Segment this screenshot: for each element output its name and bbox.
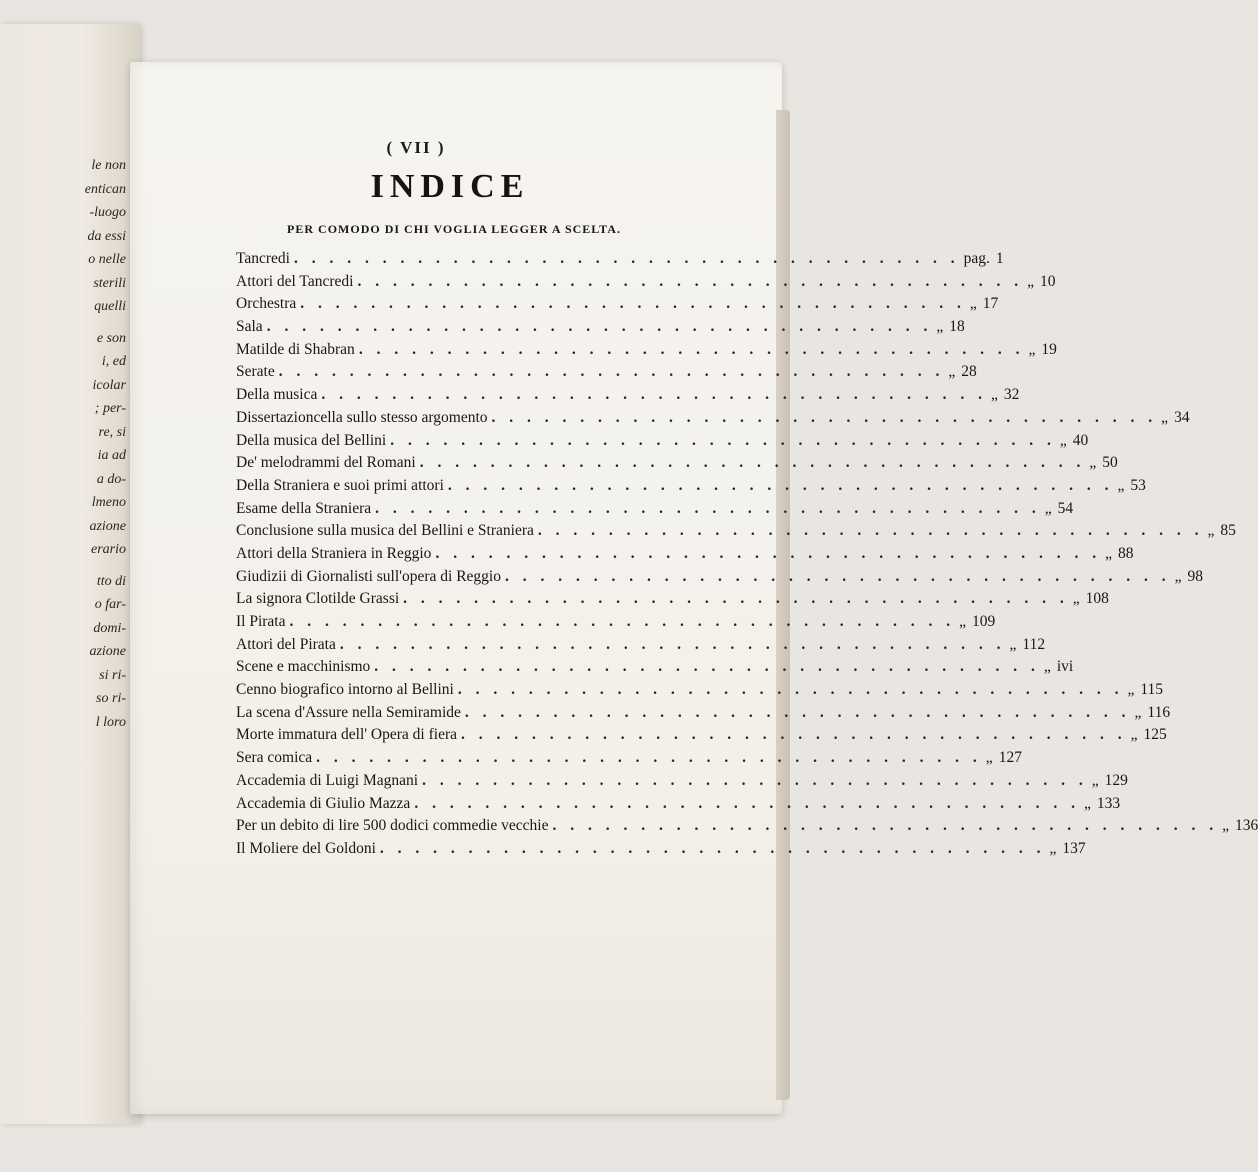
toc-leader-dots: . . . . . . . . . . . . . . . . . . . . . . . . . . . . . . . . . . . . . . bbox=[375, 499, 1041, 517]
toc-entry-page: 40 bbox=[1072, 431, 1089, 449]
toc-entry-marker: „ bbox=[1089, 454, 1097, 472]
toc-entry-title: Dissertazioncella sullo stesso argomento bbox=[236, 408, 488, 426]
toc-leader-dots: . . . . . . . . . . . . . . . . . . . . . . . . . . . . . . . . . . . . . . bbox=[266, 318, 933, 336]
left-page-line: e son bbox=[96, 330, 126, 346]
toc-entry-page: 108 bbox=[1085, 590, 1109, 608]
toc-leader-dots: . . . . . . . . . . . . . . . . . . . . . . . . . . . . . . . . . . . . . . bbox=[357, 272, 1024, 290]
toc-entry bbox=[236, 747, 1022, 770]
toc-leader-dots: . . . . . . . . . . . . . . . . . . . . . . . . . . . . . . . . . . . . . . bbox=[414, 794, 1080, 812]
toc-entry-page: 54 bbox=[1057, 499, 1074, 517]
toc-leader-dots: . . . . . . . . . . . . . . . . . . . . . . . . . . . . . . . . . . . . . . bbox=[300, 295, 966, 313]
toc-entry bbox=[236, 293, 999, 316]
toc-entry-marker: „ bbox=[969, 295, 977, 313]
toc-entry-marker: „ bbox=[1072, 590, 1080, 608]
table-of-contents bbox=[236, 248, 1258, 861]
toc-entry bbox=[236, 475, 1146, 498]
toc-entry-page: 10 bbox=[1039, 272, 1056, 290]
toc-leader-dots: . . . . . . . . . . . . . . . . . . . . . . . . . . . . . . . . . . . . . . bbox=[537, 522, 1204, 540]
toc-entry-marker: „ bbox=[1043, 658, 1051, 676]
toc-entry-page: 127 bbox=[998, 749, 1022, 767]
toc-entry-title: Morte immatura dell' Opera di fiera bbox=[236, 726, 457, 744]
toc-leader-dots: . . . . . . . . . . . . . . . . . . . . . . . . . . . . . . . . . . . . . . bbox=[491, 408, 1158, 426]
toc-entry-marker: „ bbox=[1009, 635, 1017, 653]
left-page-line: sterili bbox=[93, 275, 126, 291]
toc-entry-marker: „ bbox=[1222, 817, 1230, 835]
toc-entry-page: ivi bbox=[1056, 658, 1074, 676]
toc-leader-dots: . . . . . . . . . . . . . . . . . . . . . . . . . . . . . . . . . . . . . . bbox=[289, 613, 956, 630]
page-number: ( VII ) bbox=[386, 138, 446, 157]
toc-entry-title: Attori del Tancredi bbox=[236, 272, 354, 290]
toc-entry-marker: „ bbox=[985, 749, 993, 767]
toc-entry-title: Il Moliere del Goldoni bbox=[236, 839, 376, 857]
toc-entry-title: De' melodrammi del Romani bbox=[236, 454, 416, 472]
toc-leader-dots: . . . . . . . . . . . . . . . . . . . . . . . . . . . . . . . . . . . . . . bbox=[403, 590, 1069, 608]
toc-leader-dots: . . . . . . . . . . . . . . . . . . . . . . . . . . . . . . . . . . . . . . bbox=[457, 681, 1124, 699]
toc-entry-marker: „ bbox=[1027, 272, 1034, 290]
toc-entry-title: Attori del Pirata bbox=[236, 635, 336, 653]
left-page-line: l loro bbox=[95, 714, 126, 730]
toc-entry-page: 136 bbox=[1235, 817, 1258, 835]
toc-entry-marker: „ bbox=[1028, 340, 1036, 358]
toc-entry-title: Sala bbox=[236, 318, 263, 336]
toc-entry-marker: „ bbox=[1044, 499, 1052, 517]
left-page-line: so ri- bbox=[96, 691, 126, 706]
left-page-line: tto di bbox=[96, 573, 126, 589]
toc-leader-dots: . . . . . . . . . . . . . . . . . . . . . . . . . . . . . . . . . . . . . . bbox=[379, 839, 1046, 857]
toc-leader-dots: . . . . . . . . . . . . . . . . . . . . . . . . . . . . . . . . . . . . . . bbox=[447, 476, 1114, 494]
toc-entry-title: Scene e macchinismo bbox=[236, 658, 371, 676]
toc-entry-page: 28 bbox=[961, 363, 977, 381]
toc-leader-dots: . . . . . . . . . . . . . . . . . . . . . . . . . . . . . . . . . . . . . . bbox=[374, 658, 1040, 676]
toc-entry bbox=[236, 452, 1118, 475]
page-subtitle: PER COMODO DI CHI VOGLIA LEGGER A SCELTA. bbox=[287, 222, 621, 236]
toc-entry bbox=[236, 702, 1171, 725]
toc-leader-dots: . . . . . . . . . . . . . . . . . . . . . . . . . . . . . . . . . . . . . . bbox=[419, 454, 1086, 472]
toc-entry bbox=[236, 611, 996, 634]
toc-entry-page: 133 bbox=[1096, 794, 1121, 812]
left-page-line: -luogo bbox=[89, 205, 126, 220]
toc-entry-marker: „ bbox=[1161, 408, 1169, 426]
toc-entry-marker: pag. bbox=[963, 250, 990, 267]
toc-entry bbox=[236, 361, 977, 384]
toc-entry-page: 116 bbox=[1147, 703, 1171, 721]
toc-leader-dots: . . . . . . . . . . . . . . . . . . . . . . . . . . . . . . . . . . . . . . bbox=[358, 340, 1025, 358]
left-page-line: icolar bbox=[92, 377, 126, 393]
toc-entry-page: 18 bbox=[949, 318, 965, 336]
left-page-text bbox=[6, 154, 126, 734]
toc-leader-dots: . . . . . . . . . . . . . . . . . . . . . . . . . . . . . . . . . . . . . . bbox=[339, 635, 1006, 653]
toc-entry-page: 112 bbox=[1022, 635, 1046, 653]
left-page-line: ; per- bbox=[94, 401, 126, 416]
toc-entry bbox=[236, 588, 1109, 611]
toc-entry bbox=[236, 838, 1086, 861]
toc-entry-marker: „ bbox=[1105, 544, 1112, 562]
toc-entry bbox=[236, 656, 1074, 679]
toc-entry-title: Attori della Straniera in Reggio bbox=[236, 544, 432, 562]
toc-entry-marker: „ bbox=[1091, 771, 1099, 789]
toc-entry-page: 50 bbox=[1102, 454, 1118, 472]
toc-entry-marker: „ bbox=[1127, 681, 1135, 699]
toc-entry-marker: „ bbox=[936, 318, 944, 336]
left-page-line: domi- bbox=[93, 620, 126, 636]
left-page-line: azione bbox=[89, 644, 126, 659]
toc-entry-marker: „ bbox=[1117, 476, 1125, 494]
left-page-line bbox=[6, 319, 126, 327]
toc-entry bbox=[236, 770, 1128, 793]
toc-entry-title: Esame della Straniera bbox=[236, 499, 372, 517]
left-page-line: re, si bbox=[98, 424, 126, 440]
toc-entry-title: Della musica del Bellini bbox=[236, 431, 387, 449]
toc-entry-title: Matilde di Shabran bbox=[236, 340, 355, 358]
toc-entry-page: 17 bbox=[982, 295, 999, 313]
toc-entry-page: 1 bbox=[995, 250, 1004, 267]
left-page-line: da essi bbox=[87, 228, 126, 244]
left-page-line: azione bbox=[89, 518, 126, 534]
left-page-line: ia ad bbox=[97, 448, 126, 463]
toc-entry bbox=[236, 815, 1258, 838]
toc-leader-dots: . . . . . . . . . . . . . . . . . . . . . . . . . . . . . . . . . . . . . . bbox=[321, 386, 987, 404]
toc-entry-title: Sera comica bbox=[236, 749, 313, 767]
left-page-line: o far- bbox=[94, 597, 126, 612]
toc-entry-title: Serate bbox=[236, 363, 275, 381]
toc-entry-page: 53 bbox=[1130, 476, 1146, 494]
toc-entry-title: Accademia di Giulio Mazza bbox=[236, 794, 411, 812]
toc-entry bbox=[236, 339, 1057, 362]
left-page-line: quelli bbox=[94, 299, 126, 314]
toc-leader-dots: . . . . . . . . . . . . . . . . . . . . . . . . . . . . . . . . . . . . . . bbox=[552, 817, 1219, 835]
toc-entry-page: 115 bbox=[1140, 681, 1164, 699]
left-page-line: o nelle bbox=[88, 252, 126, 267]
toc-entry-title: Della musica bbox=[236, 386, 318, 404]
toc-entry-title: Il Pirata bbox=[236, 613, 286, 630]
toc-leader-dots: . . . . . . . . . . . . . . . . . . . . . . . . . . . . . . . . . . . . . . bbox=[464, 703, 1131, 721]
toc-entry bbox=[236, 248, 1004, 271]
toc-entry-marker: „ bbox=[1049, 839, 1057, 857]
toc-entry-page: 125 bbox=[1143, 726, 1167, 744]
toc-entry bbox=[236, 316, 965, 339]
toc-entry-page: 137 bbox=[1062, 839, 1086, 857]
toc-leader-dots: . . . . . . . . . . . . . . . . . . . . . . . . . . . . . . . . . . . . . . bbox=[278, 363, 945, 381]
toc-entry-marker: „ bbox=[1207, 522, 1215, 540]
toc-entry-marker: „ bbox=[1059, 431, 1067, 449]
left-page-line: erario bbox=[91, 542, 126, 557]
toc-entry bbox=[236, 566, 1203, 589]
toc-leader-dots: . . . . . . . . . . . . . . . . . . . . . . . . . . . . . . . . . . . . . . bbox=[461, 726, 1127, 744]
toc-leader-dots: . . . . . . . . . . . . . . . . . . . . . . . . . . . . . . . . . . . . . . bbox=[390, 431, 1056, 449]
toc-entry bbox=[236, 407, 1190, 430]
toc-entry bbox=[236, 724, 1167, 747]
toc-entry-page: 98 bbox=[1187, 567, 1203, 585]
toc-entry-title: Giudizii di Giornalisti sull'opera di Reggio bbox=[236, 567, 501, 585]
toc-entry-title: Della Straniera e suoi primi attori bbox=[236, 476, 444, 494]
left-page-line: le non bbox=[91, 158, 126, 173]
toc-leader-dots: . . . . . . . . . . . . . . . . . . . . . . . . . . . . . . . . . . . . . . bbox=[435, 544, 1102, 562]
toc-entry-page: 85 bbox=[1220, 522, 1236, 540]
toc-leader-dots: . . . . . . . . . . . . . . . . . . . . . . . . . . . . . . . . . . . . . . bbox=[504, 567, 1171, 585]
toc-entry-title: Tancredi bbox=[236, 250, 290, 267]
toc-entry bbox=[236, 498, 1074, 521]
left-page-line: entican bbox=[84, 181, 126, 197]
toc-entry bbox=[236, 793, 1121, 816]
toc-entry bbox=[236, 520, 1236, 543]
toc-entry-page: 109 bbox=[972, 613, 996, 630]
toc-entry-marker: „ bbox=[1134, 703, 1142, 721]
toc-entry-title: Per un debito di lire 500 dodici commedie vecchie bbox=[236, 817, 549, 835]
toc-entry-title: La scena d'Assure nella Semiramide bbox=[236, 703, 461, 721]
toc-entry bbox=[236, 430, 1089, 453]
toc-entry-title: Cenno biografico intorno al Bellini bbox=[236, 681, 454, 699]
toc-entry-page: 88 bbox=[1117, 544, 1134, 562]
toc-entry bbox=[236, 634, 1046, 657]
toc-entry-marker: „ bbox=[1130, 726, 1138, 744]
toc-entry bbox=[236, 384, 1020, 407]
toc-entry-page: 129 bbox=[1104, 771, 1128, 789]
toc-entry-page: 34 bbox=[1174, 408, 1190, 426]
toc-entry-title: Orchestra bbox=[236, 295, 297, 313]
toc-entry-marker: „ bbox=[948, 363, 956, 381]
toc-entry bbox=[236, 543, 1134, 566]
left-page-line bbox=[6, 562, 126, 570]
page-title: INDICE bbox=[370, 168, 530, 205]
toc-entry-marker: „ bbox=[959, 613, 967, 630]
left-page-line: a do- bbox=[96, 471, 126, 487]
left-page-line: si ri- bbox=[99, 667, 126, 683]
left-page-line: i, ed bbox=[101, 354, 126, 369]
toc-entry bbox=[236, 271, 1056, 294]
toc-leader-dots: . . . . . . . . . . . . . . . . . . . . . . . . . . . . . . . . . . . . . . bbox=[316, 749, 982, 767]
toc-leader-dots: . . . . . . . . . . . . . . . . . . . . . . . . . . . . . . . . . . . . . . bbox=[422, 771, 1088, 789]
toc-entry-title: Conclusione sulla musica del Bellini e Straniera bbox=[236, 522, 534, 540]
toc-entry-marker: „ bbox=[1083, 794, 1091, 812]
toc-entry-title: La signora Clotilde Grassi bbox=[236, 590, 400, 608]
toc-entry-page: 19 bbox=[1041, 340, 1057, 358]
toc-entry-marker: „ bbox=[990, 386, 998, 404]
toc-entry-page: 32 bbox=[1003, 386, 1020, 404]
toc-entry-marker: „ bbox=[1174, 567, 1182, 585]
toc-entry-title: Accademia di Luigi Magnani bbox=[236, 771, 419, 789]
left-page-line: lmeno bbox=[91, 495, 126, 510]
toc-leader-dots: . . . . . . . . . . . . . . . . . . . . . . . . . . . . . . . . . . . . . . bbox=[294, 250, 960, 267]
toc-entry bbox=[236, 679, 1164, 702]
